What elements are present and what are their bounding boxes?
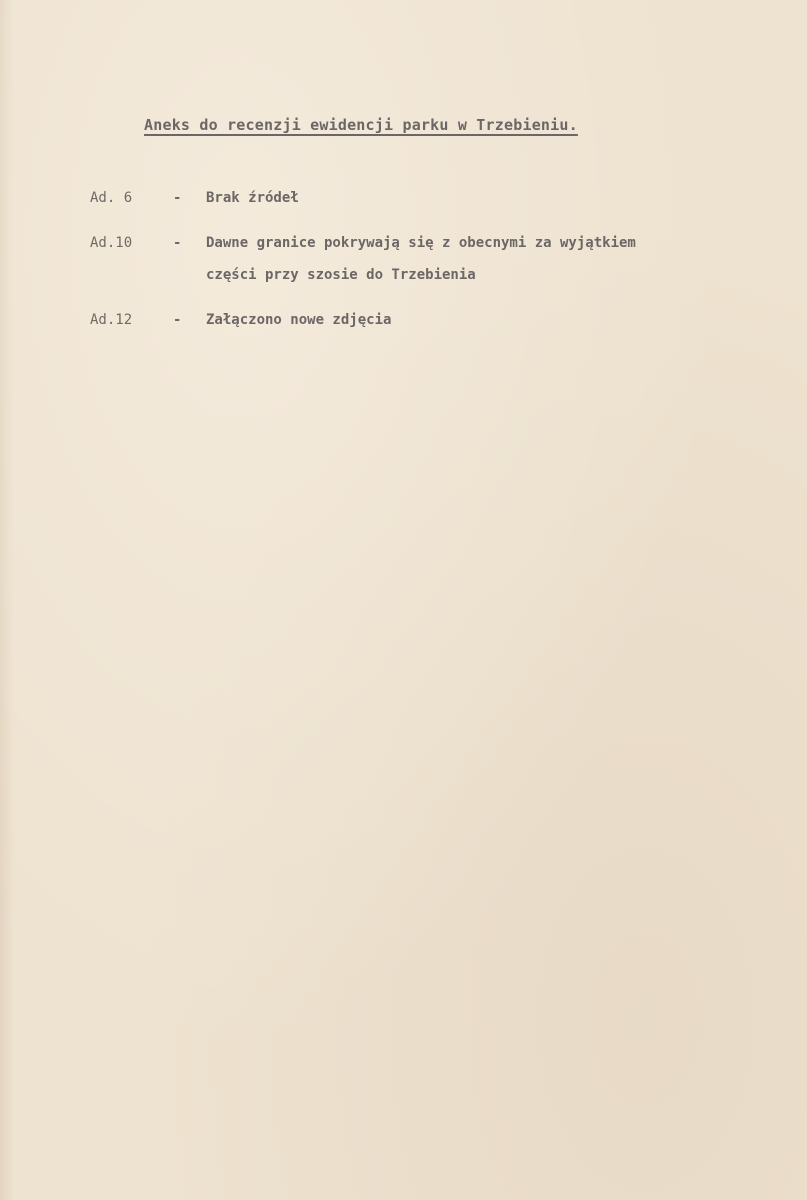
entry-text-line: Dawne granice pokrywają się z obecnymi za wyjątkiem	[206, 235, 636, 251]
entry-dash: -	[173, 190, 182, 206]
entry-text-line: Załączono nowe zdjęcia	[206, 312, 392, 328]
entry-dash: -	[173, 312, 182, 328]
entry-text	[206, 227, 636, 291]
entry-ad-10	[90, 227, 770, 291]
entry-text	[206, 304, 391, 336]
entry-text	[206, 182, 299, 214]
entry-text-line: części przy szosie do Trzebienia	[206, 267, 476, 283]
entry-dash: -	[173, 235, 182, 251]
entry-ad-12	[90, 304, 690, 336]
entry-text-line: Brak źródeł	[206, 190, 299, 206]
document-title: Aneks do recenzji ewidencji parku w Trzebieniu.	[144, 116, 578, 134]
entry-reference: Ad.10	[90, 235, 133, 251]
entry-ad-6	[90, 182, 690, 214]
entry-reference: Ad.12	[90, 312, 133, 328]
entry-reference: Ad. 6	[90, 190, 133, 206]
